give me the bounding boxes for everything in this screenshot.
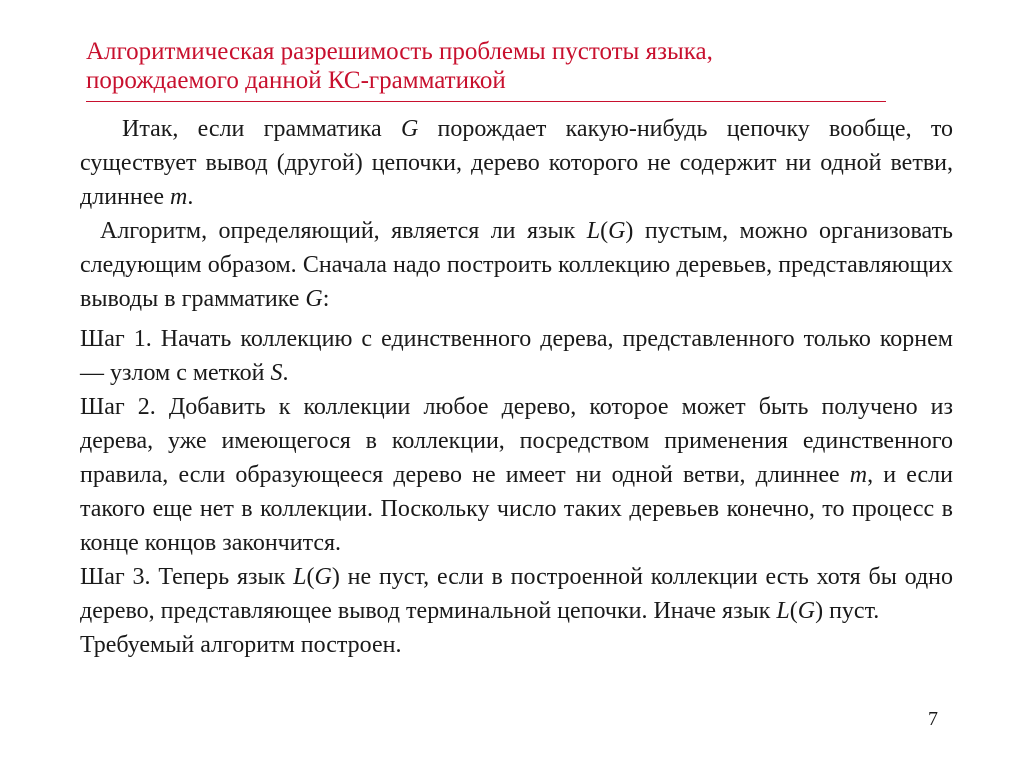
math-var-L: L: [776, 598, 790, 624]
paragraph-algorithm: [80, 214, 953, 316]
text-run: .: [187, 184, 194, 210]
math-var-m: m: [170, 184, 188, 210]
math-var-L: L: [293, 564, 307, 590]
text-run: Итак, если грамматика: [122, 116, 401, 142]
page-number: 7: [928, 708, 938, 730]
text-run: :: [322, 286, 330, 312]
step-3: [80, 560, 953, 628]
text-run: порождает какую-нибудь цепочку вообще, то существует вывод (другой) цепочки, дерево которого не содержит ни одной ветви, длиннее: [80, 116, 953, 210]
math-var-m: m: [849, 462, 868, 488]
text-run: .: [282, 360, 289, 386]
math-var-L: L: [586, 218, 601, 244]
slide-body: [80, 112, 953, 662]
text-run: Алгоритм, определяющий, является ли язык: [100, 218, 587, 244]
slide-title: [86, 37, 906, 95]
text-run: Шаг 3. Теперь язык: [80, 564, 294, 590]
math-var-G: G: [305, 286, 323, 312]
math-var-G: G: [608, 218, 626, 244]
text-run: Шаг 2. Добавить к коллекции любое дерево, которое может быть получено из дерева, уже имеющегося в коллекции, посредством применения единственного правила, если образующееся дерево не имеет ни одной ветви, длиннее: [80, 394, 953, 488]
paragraph-intro: [80, 112, 953, 214]
math-var-G: G: [797, 598, 816, 624]
step-1: [80, 322, 953, 390]
text-run: , и если такого еще нет в коллекции. Поскольку число таких деревьев конечно, то процесс в конце концов закончится.: [80, 462, 953, 556]
math-var-G: G: [400, 116, 419, 142]
text-run: (: [600, 218, 609, 244]
math-var-S: S: [270, 360, 283, 386]
text-run: Шаг 1. Начать коллекцию с единственного дерева, представленного только корнем — узлом с меткой: [80, 326, 953, 386]
slide-title-line-1: Алгоритмическая разрешимость проблемы пустоты языка,: [86, 38, 713, 65]
text-run: ) не пуст, если в построенной коллекции есть хотя бы одно дерево, представляющее вывод терминальной цепочки. Иначе язык: [80, 564, 953, 624]
text-run: ) пуст.: [815, 598, 880, 624]
text-run: ) пустым, можно организовать следующим образом. Сначала надо построить коллекцию деревьев, представляющих выводы в грамматике: [80, 218, 953, 312]
text-run: (: [306, 564, 315, 590]
conclusion: Требуемый алгоритм построен.: [80, 632, 402, 658]
step-2: [80, 390, 953, 560]
slide-title-line-2: порождаемого данной КС-грамматикой: [86, 67, 506, 94]
math-var-G: G: [314, 564, 332, 590]
text-run: (: [789, 598, 798, 624]
title-underline: [86, 101, 886, 102]
